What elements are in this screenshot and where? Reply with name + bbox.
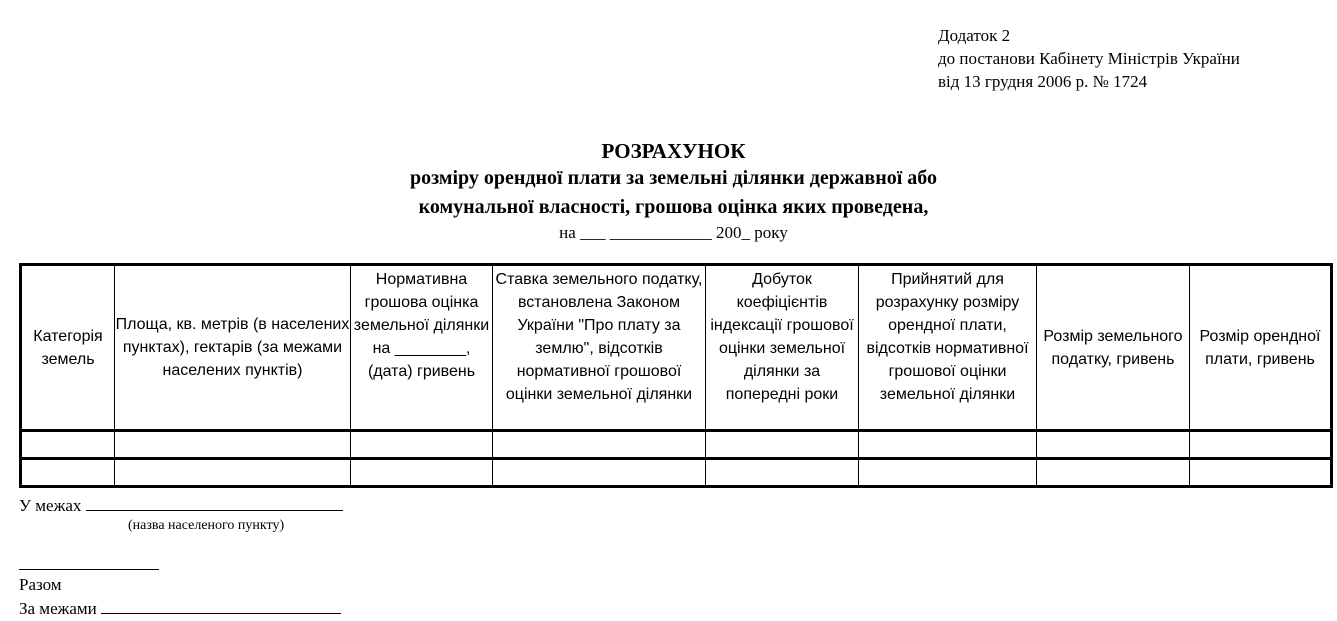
document-subtitle-line-2: комунальної власності, грошова оцінка яких проведена, (418, 196, 929, 218)
document-subtitle-line-1: розміру орендної плати за земельні ділянки державної або (409, 167, 938, 189)
header-land-category: Категорія земель (21, 265, 115, 431)
table-header-row (21, 265, 1332, 431)
within-label: У межах (19, 496, 82, 515)
table-cell[interactable] (1190, 431, 1332, 459)
within-settlement-line (19, 494, 343, 517)
total-label: Разом (19, 575, 62, 594)
annex-line-3: від 13 грудня 2006 р. № 1724 (938, 72, 1148, 91)
table-cell[interactable] (351, 431, 493, 459)
settlement-name-caption: (назва населеного пункту) (128, 518, 285, 533)
table-cell[interactable] (21, 431, 115, 459)
table-cell[interactable] (351, 459, 493, 487)
subtotal-blank[interactable] (19, 553, 159, 570)
outside-label: За межами (19, 599, 97, 618)
annex-block (938, 24, 1240, 93)
outside-settlement-blank[interactable] (101, 597, 341, 614)
header-normative-valuation: Нормативна грошова оцінка земельної ділянки на ________, (дата) гривень (351, 265, 493, 431)
outside-settlement-line (19, 597, 341, 620)
table-cell[interactable] (706, 431, 859, 459)
subtotal-line (19, 553, 159, 576)
total-line (19, 574, 62, 596)
table-row (21, 431, 1332, 459)
document-title-block (0, 138, 1337, 244)
annex-line-2: до постанови Кабінету Міністрів України (938, 49, 1240, 68)
table-cell[interactable] (493, 431, 706, 459)
table-cell[interactable] (706, 459, 859, 487)
header-area: Площа, кв. метрів (в населених пунктах), гектарів (за межами населених пунктів) (115, 265, 351, 431)
header-tax-rate: Ставка земельного податку, встановлена Законом України "Про плату за землю", відсотків нормативної грошової оцінки земельної ділянки (493, 265, 706, 431)
header-accepted-rent-percent: Прийнятий для розрахунку розміру орендної плати, відсотків нормативної грошової оцінки земельної ділянки (859, 265, 1037, 431)
within-settlement-blank[interactable] (86, 494, 343, 511)
table-cell[interactable] (115, 431, 351, 459)
document-title: РОЗРАХУНОК (601, 139, 746, 163)
header-indexation-product: Добуток коефіцієнтів індексації грошової оцінки земельної ділянки за попередні роки (706, 265, 859, 431)
date-line: на ___ ____________ 200_ року (559, 223, 788, 242)
table-cell[interactable] (493, 459, 706, 487)
header-rent-amount: Розмір орендної плати, гривень (1190, 265, 1332, 431)
table-cell[interactable] (115, 459, 351, 487)
calculation-table (19, 263, 1333, 488)
table-cell[interactable] (1037, 431, 1190, 459)
table-cell[interactable] (859, 459, 1037, 487)
table-cell[interactable] (859, 431, 1037, 459)
table-cell[interactable] (1037, 459, 1190, 487)
table-cell[interactable] (1190, 459, 1332, 487)
table-row (21, 459, 1332, 487)
table-cell[interactable] (21, 459, 115, 487)
header-land-tax-amount: Розмір земельного податку, гривень (1037, 265, 1190, 431)
annex-line-1: Додаток 2 (938, 26, 1011, 45)
